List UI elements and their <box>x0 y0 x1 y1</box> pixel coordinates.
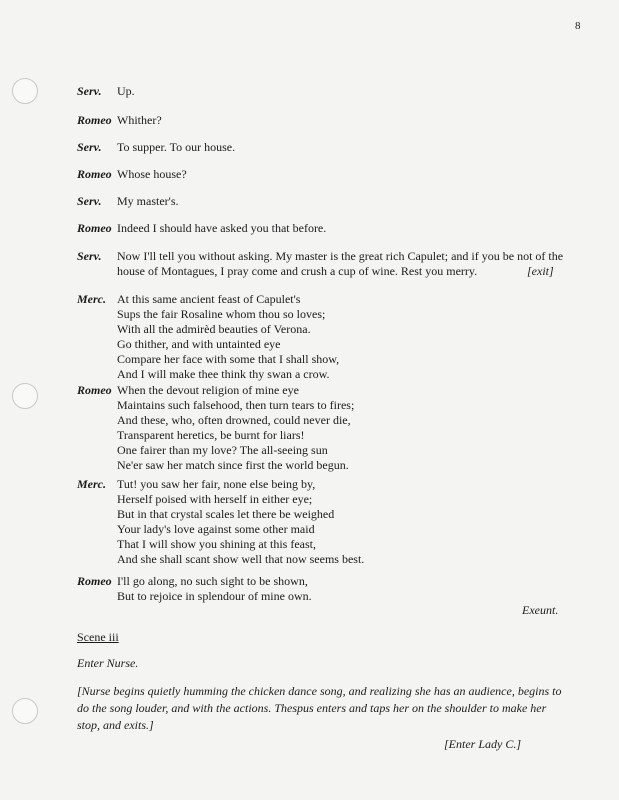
speech-line: Whither? <box>117 113 162 127</box>
punch-hole <box>12 78 38 104</box>
speech-line: Indeed I should have asked you that before. <box>117 221 327 235</box>
speech-line: That I will show you shining at this feast, <box>117 537 316 551</box>
enter-direction: Enter Nurse. <box>77 656 139 670</box>
speech-line: And these, who, often drowned, could never die, <box>117 413 351 427</box>
speaker: Merc. <box>77 477 106 491</box>
speech-line: And I will make thee think thy swan a crow. <box>117 367 330 381</box>
speech-line: My master's. <box>117 194 179 208</box>
punch-hole <box>12 698 38 724</box>
speaker: Romeo <box>77 574 112 588</box>
page-number: 8 <box>575 20 581 32</box>
speech-line: When the devout religion of mine eye <box>117 383 299 397</box>
speaker: Serv. <box>77 194 102 208</box>
speech-line: Tut! you saw her fair, none else being by, <box>117 477 316 491</box>
speech-line: At this same ancient feast of Capulet's <box>117 292 301 306</box>
speech-line: Sups the fair Rosaline whom thou so loves; <box>117 307 326 321</box>
speaker: Serv. <box>77 249 102 263</box>
speech-line: One fairer than my love? The all-seeing sun <box>117 443 328 457</box>
speech-line: Your lady's love against some other maid <box>117 522 315 536</box>
speaker: Romeo <box>77 113 112 127</box>
speech-line: To supper. To our house. <box>117 140 236 154</box>
speaker: Romeo <box>77 221 112 235</box>
scene-heading: Scene iii <box>77 630 119 644</box>
speech-line: house of Montagues, I pray come and crush a cup of wine. Rest you merry. <box>117 264 478 278</box>
speech-line: Whose house? <box>117 167 187 181</box>
stage-direction: [Nurse begins quietly humming the chicken dance song, and realizing she has an audience, begins to do the song louder, and with the actions. Thespus enters and taps her on the shoulder to make her stop, and exits.] <box>77 684 562 732</box>
speaker: Serv. <box>77 84 102 98</box>
speaker: Serv. <box>77 140 102 154</box>
speech-line: Go thither, and with untainted eye <box>117 337 281 351</box>
speaker: Merc. <box>77 292 106 306</box>
enter-direction: [Enter Lady C.] <box>444 737 522 751</box>
speech-line: Now I'll tell you without asking. My master is the great rich Capulet; and if you be not of the <box>117 249 564 263</box>
speech-line: Up. <box>117 84 135 98</box>
exit-direction: [exit] <box>527 264 554 278</box>
speech-line: Herself poised with herself in either eye; <box>117 492 313 506</box>
speech-line: Maintains such falsehood, then turn tears to fires; <box>117 398 355 412</box>
punch-hole <box>12 383 38 409</box>
speech-line: Compare her face with some that I shall show, <box>117 352 340 366</box>
speech-line: With all the admirèd beauties of Verona. <box>117 322 311 336</box>
exeunt-direction: Exeunt. <box>522 603 559 617</box>
speaker: Romeo <box>77 167 112 181</box>
speech-line: I'll go along, no such sight to be shown, <box>117 574 308 588</box>
speech-line: Transparent heretics, be burnt for liars! <box>117 428 305 442</box>
speech-line: But in that crystal scales let there be weighed <box>117 507 335 521</box>
speech-line: Ne'er saw her match since first the world begun. <box>117 458 349 472</box>
speaker: Romeo <box>77 383 112 397</box>
speech-line: And she shall scant show well that now seems best. <box>117 552 365 566</box>
speech-line: But to rejoice in splendour of mine own. <box>117 589 312 603</box>
